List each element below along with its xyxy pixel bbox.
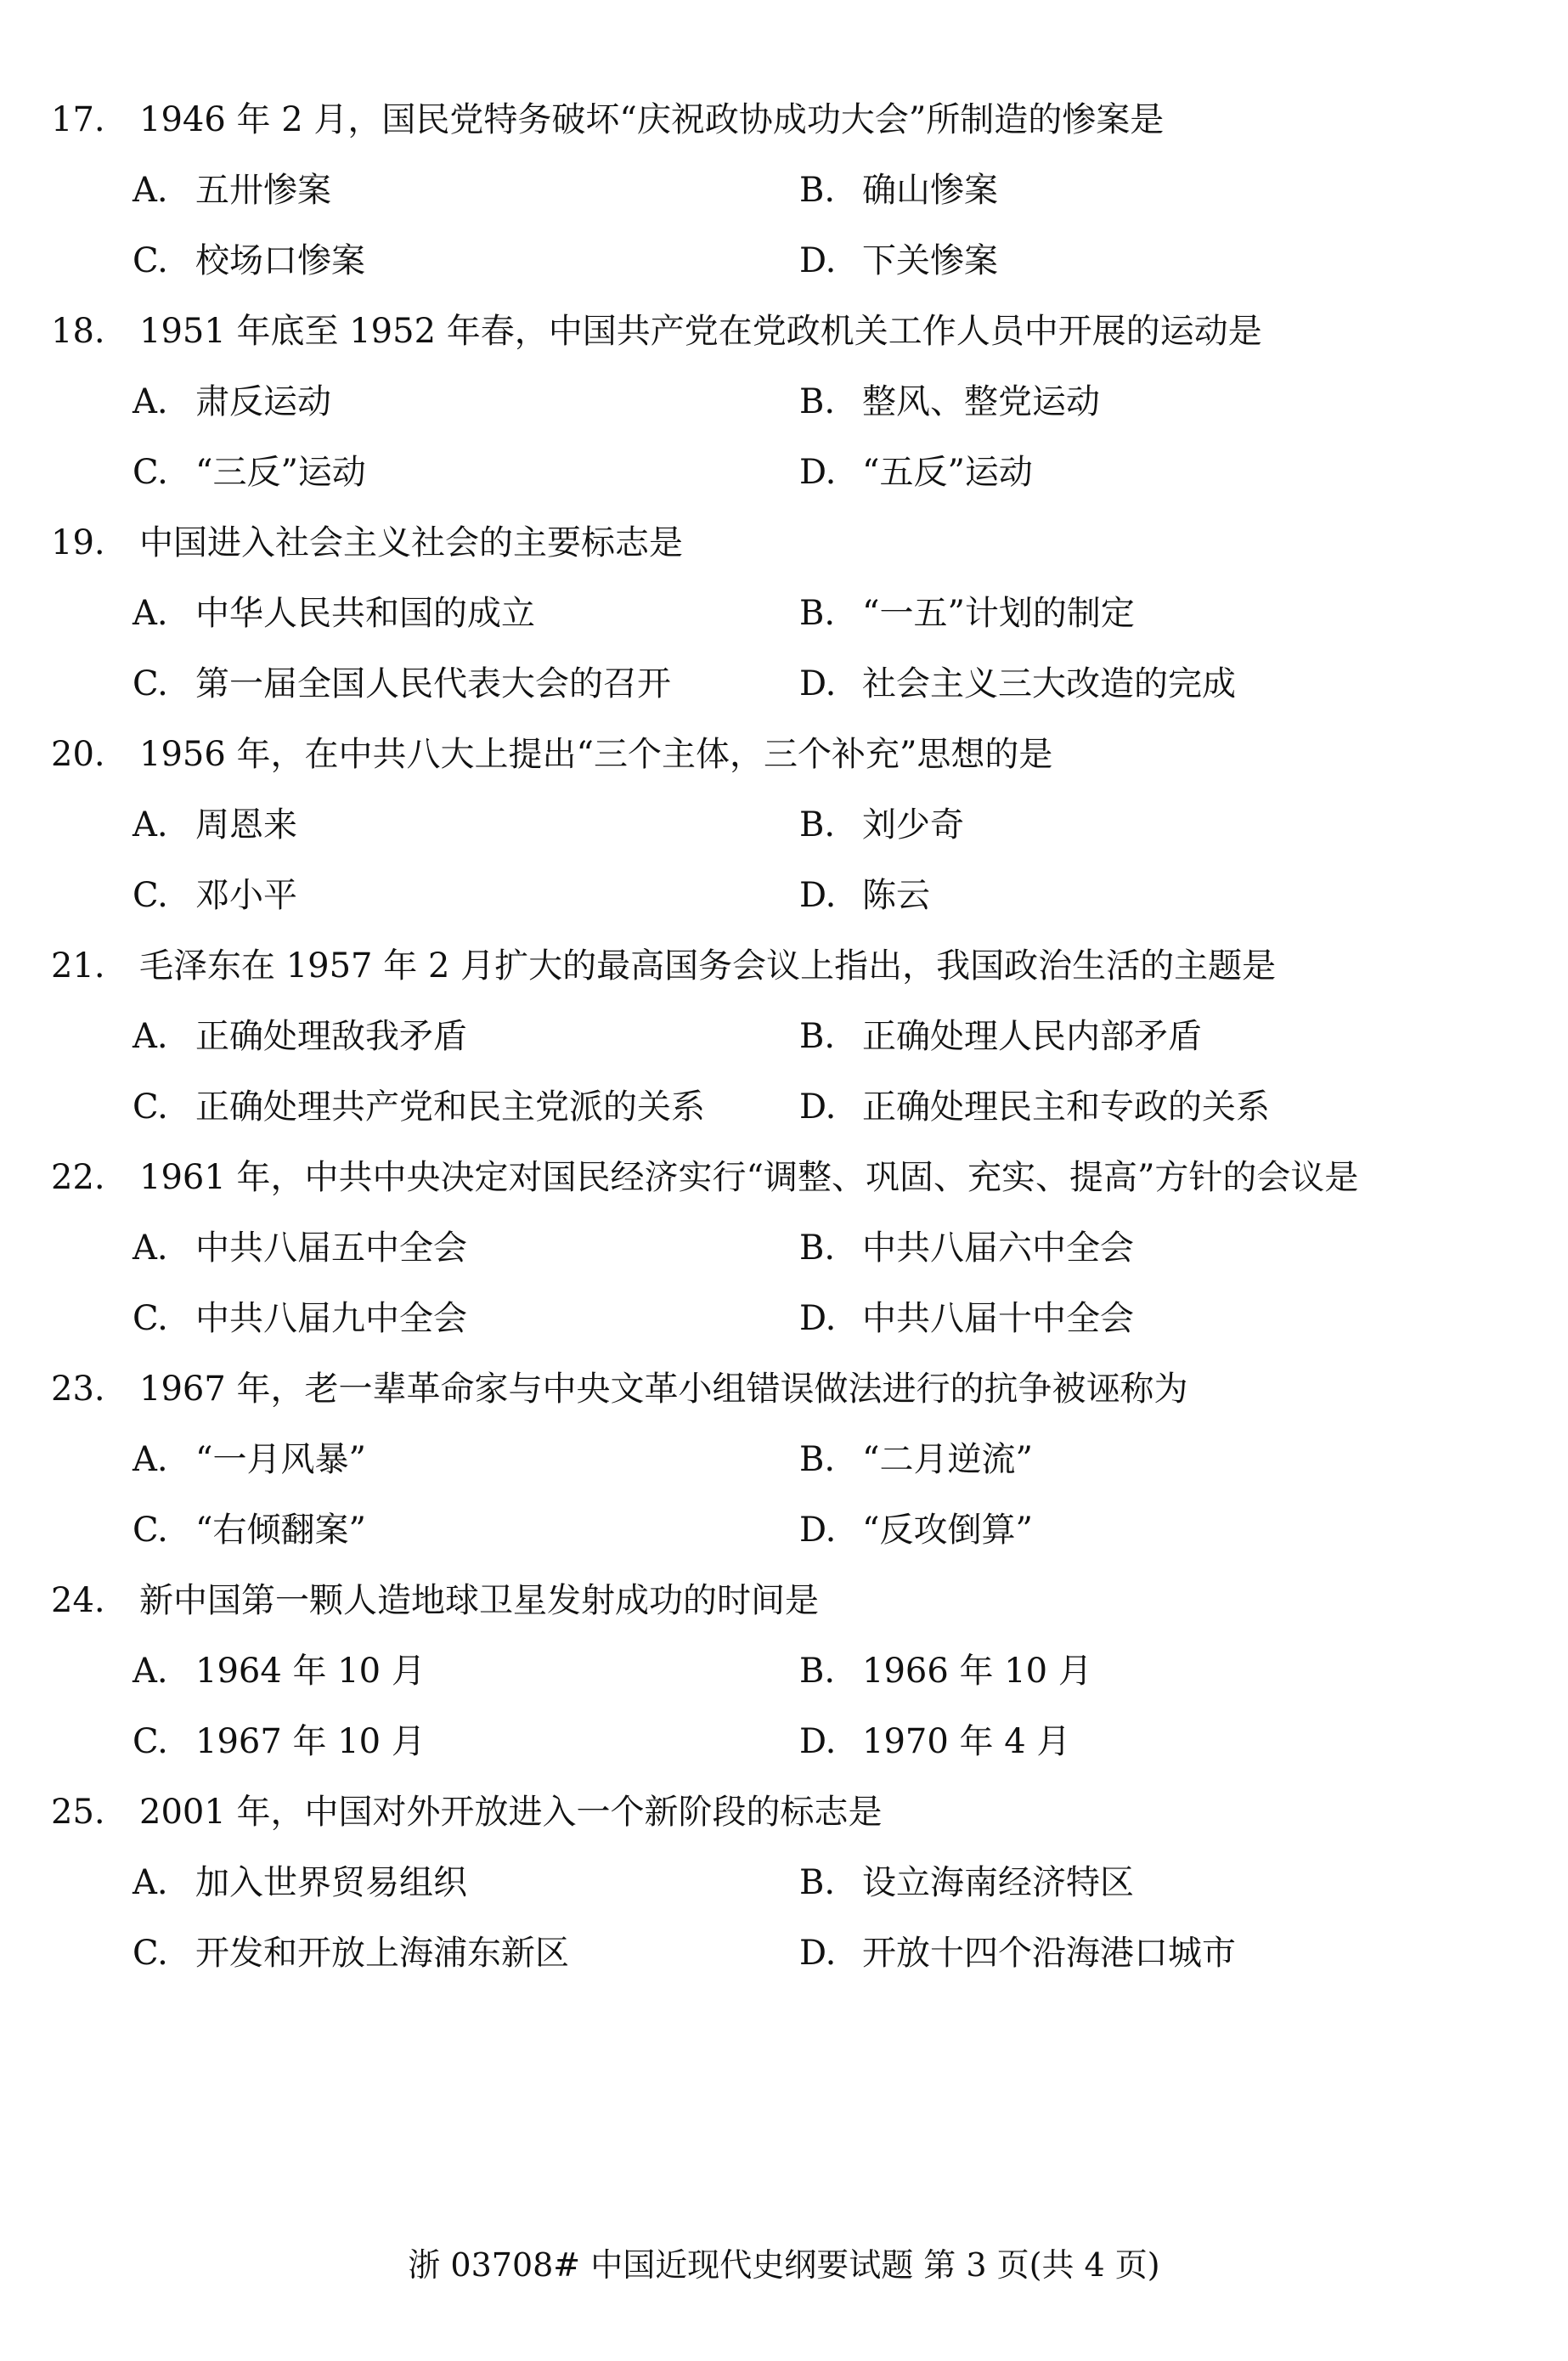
option-text: 第一届全国人民代表大会的召开 — [195, 664, 671, 703]
option-letter: D. — [799, 241, 837, 280]
option-text: 开放十四个沿海港口城市 — [862, 1934, 1236, 1973]
option-text: 开发和开放上海浦东新区 — [195, 1934, 569, 1973]
question-text: 毛泽东在 1957 年 2 月扩大的最高国务会议上指出，我国政治生活的主题是 — [139, 946, 1277, 986]
option-a — [133, 1220, 467, 1276]
option-b — [799, 1432, 1033, 1488]
option-c — [133, 1079, 705, 1135]
option-text: 整风、整党运动 — [862, 382, 1100, 421]
option-row — [133, 1291, 1512, 1361]
option-letter: B. — [799, 1017, 836, 1056]
question-text: 1946 年 2 月，国民党特务破坏“庆祝政协成功大会”所制造的惨案是 — [139, 100, 1165, 139]
question-21 — [51, 938, 1512, 1149]
question-number: 18. — [51, 312, 105, 351]
option-c — [133, 1714, 426, 1770]
option-letter: D. — [799, 1722, 837, 1761]
option-text: 中共八届九中全会 — [195, 1299, 467, 1338]
option-text: 正确处理共产党和民主党派的关系 — [195, 1087, 705, 1127]
question-options — [133, 1855, 1512, 1996]
question-number: 25. — [51, 1793, 105, 1832]
option-text: 中共八届六中全会 — [862, 1229, 1134, 1268]
question-number: 21. — [51, 946, 105, 986]
question-text: 2001 年，中国对外开放进入一个新阶段的标志是 — [139, 1793, 883, 1832]
option-a — [133, 162, 331, 218]
option-letter: C. — [133, 241, 168, 280]
question-number: 17. — [51, 100, 105, 139]
option-text: 1964 年 10 月 — [195, 1652, 426, 1691]
option-a — [133, 797, 297, 853]
option-letter: B. — [799, 382, 836, 421]
option-text: “二月逆流” — [862, 1440, 1033, 1479]
option-text: 正确处理人民内部矛盾 — [862, 1017, 1202, 1056]
option-row — [133, 233, 1512, 303]
question-stem — [51, 92, 1512, 162]
option-letter: B. — [799, 594, 836, 633]
option-row — [133, 797, 1512, 867]
question-options — [133, 1008, 1512, 1149]
option-text: 中华人民共和国的成立 — [195, 594, 535, 633]
option-letter: C. — [133, 453, 168, 492]
option-letter: A. — [133, 594, 168, 633]
question-stem — [51, 1573, 1512, 1643]
option-c — [133, 1291, 467, 1347]
question-options — [133, 585, 1512, 726]
option-d — [799, 444, 1033, 500]
question-25 — [51, 1784, 1512, 1996]
option-letter: A. — [133, 1017, 168, 1056]
option-c — [133, 444, 366, 500]
option-b — [799, 585, 1135, 641]
option-letter: C. — [133, 1299, 168, 1338]
option-letter: B. — [799, 1440, 836, 1479]
option-row — [133, 1432, 1512, 1502]
option-row — [133, 1714, 1512, 1784]
option-letter: C. — [133, 1722, 168, 1761]
question-stem — [51, 303, 1512, 374]
option-row — [133, 444, 1512, 515]
option-letter: D. — [799, 1087, 837, 1127]
question-text: 1967 年，老一辈革命家与中央文革小组错误做法进行的抗争被诬称为 — [139, 1370, 1188, 1409]
option-text: 陈云 — [862, 876, 930, 915]
option-text: 1967 年 10 月 — [195, 1722, 426, 1761]
option-d — [799, 1291, 1134, 1347]
option-letter: D. — [799, 664, 837, 703]
option-letter: C. — [133, 876, 168, 915]
option-letter: A. — [133, 805, 168, 844]
option-letter: A. — [133, 1229, 168, 1268]
option-a — [133, 1855, 467, 1911]
option-text: “三反”运动 — [195, 453, 366, 492]
option-a — [133, 374, 331, 430]
option-text: 刘少奇 — [862, 805, 964, 844]
option-text: 正确处理敌我矛盾 — [195, 1017, 467, 1056]
option-row — [133, 1855, 1512, 1925]
question-18 — [51, 303, 1512, 515]
option-text: “反攻倒算” — [862, 1511, 1033, 1550]
option-text: 1970 年 4 月 — [862, 1722, 1071, 1761]
option-text: 校场口惨案 — [195, 241, 365, 280]
question-text: 1961 年，中共中央决定对国民经济实行“调整、巩固、充实、提高”方针的会议是 — [139, 1158, 1359, 1197]
option-letter: A. — [133, 382, 168, 421]
option-letter: D. — [799, 876, 837, 915]
option-text: 1966 年 10 月 — [862, 1652, 1092, 1691]
option-text: 正确处理民主和专政的关系 — [862, 1087, 1270, 1127]
question-number: 22. — [51, 1158, 105, 1197]
question-text: 新中国第一颗人造地球卫星发射成功的时间是 — [139, 1581, 819, 1620]
option-text: “一月风暴” — [195, 1440, 366, 1479]
option-text: 下关惨案 — [862, 241, 998, 280]
question-22 — [51, 1149, 1512, 1361]
option-row — [133, 1008, 1512, 1079]
question-23 — [51, 1361, 1512, 1573]
option-b — [799, 797, 964, 853]
option-b — [799, 1643, 1092, 1699]
question-options — [133, 162, 1512, 303]
option-letter: C. — [133, 664, 168, 703]
question-options — [133, 1220, 1512, 1361]
option-letter: C. — [133, 1934, 168, 1973]
option-letter: B. — [799, 805, 836, 844]
option-d — [799, 1714, 1070, 1770]
question-text: 中国进入社会主义社会的主要标志是 — [139, 523, 683, 562]
option-row — [133, 1643, 1512, 1714]
option-letter: D. — [799, 453, 837, 492]
option-row — [133, 1079, 1512, 1149]
option-letter: B. — [799, 1652, 836, 1691]
question-stem — [51, 1784, 1512, 1855]
question-list — [51, 92, 1512, 1996]
option-text: “五反”运动 — [862, 453, 1033, 492]
option-letter: B. — [799, 1863, 836, 1902]
option-c — [133, 1925, 569, 1981]
question-options — [133, 374, 1512, 515]
question-stem — [51, 515, 1512, 585]
option-c — [133, 867, 297, 924]
option-row — [133, 162, 1512, 233]
option-letter: D. — [799, 1934, 837, 1973]
question-19 — [51, 515, 1512, 726]
question-stem — [51, 938, 1512, 1008]
option-text: 五卅惨案 — [195, 171, 331, 210]
option-text: 邓小平 — [195, 876, 297, 915]
option-row — [133, 656, 1512, 726]
option-b — [799, 1855, 1134, 1911]
question-stem — [51, 1149, 1512, 1220]
option-letter: D. — [799, 1299, 837, 1338]
option-text: 确山惨案 — [862, 171, 998, 210]
question-24 — [51, 1573, 1512, 1784]
option-d — [799, 1502, 1033, 1558]
question-number: 20. — [51, 735, 105, 774]
page-footer: 浙 03708# 中国近现代史纲要试题 第 3 页(共 4 页) — [408, 2246, 1160, 2284]
option-text: “一五”计划的制定 — [862, 594, 1135, 633]
option-d — [799, 1925, 1236, 1981]
option-letter: A. — [133, 1440, 168, 1479]
option-c — [133, 656, 671, 712]
option-d — [799, 656, 1236, 712]
option-letter: A. — [133, 171, 168, 210]
question-options — [133, 1643, 1512, 1784]
question-text: 1951 年底至 1952 年春，中国共产党在党政机关工作人员中开展的运动是 — [139, 312, 1262, 351]
option-c — [133, 233, 365, 289]
question-stem — [51, 1361, 1512, 1432]
question-options — [133, 1432, 1512, 1573]
option-letter: C. — [133, 1087, 168, 1127]
question-options — [133, 797, 1512, 938]
option-letter: A. — [133, 1863, 168, 1902]
option-text: 加入世界贸易组织 — [195, 1863, 467, 1902]
option-b — [799, 1008, 1202, 1065]
option-letter: C. — [133, 1511, 168, 1550]
option-row — [133, 1220, 1512, 1291]
option-d — [799, 1079, 1270, 1135]
option-a — [133, 585, 535, 641]
option-letter: B. — [799, 171, 836, 210]
question-number: 23. — [51, 1370, 105, 1409]
option-letter: A. — [133, 1652, 168, 1691]
question-20 — [51, 726, 1512, 938]
option-a — [133, 1643, 426, 1699]
option-d — [799, 867, 930, 924]
option-text: 肃反运动 — [195, 382, 331, 421]
option-text: 中共八届五中全会 — [195, 1229, 467, 1268]
option-b — [799, 1220, 1134, 1276]
option-b — [799, 162, 998, 218]
question-stem — [51, 726, 1512, 797]
option-text: 社会主义三大改造的完成 — [862, 664, 1236, 703]
option-letter: B. — [799, 1229, 836, 1268]
question-number: 24. — [51, 1581, 105, 1620]
option-c — [133, 1502, 366, 1558]
option-b — [799, 374, 1100, 430]
option-text: 中共八届十中全会 — [862, 1299, 1134, 1338]
option-row — [133, 1502, 1512, 1573]
option-d — [799, 233, 998, 289]
question-number: 19. — [51, 523, 105, 562]
option-a — [133, 1008, 467, 1065]
option-letter: D. — [799, 1511, 837, 1550]
option-text: 周恩来 — [195, 805, 297, 844]
option-row — [133, 867, 1512, 938]
question-text: 1956 年，在中共八大上提出“三个主体，三个补充”思想的是 — [139, 735, 1053, 774]
option-a — [133, 1432, 366, 1488]
option-text: 设立海南经济特区 — [862, 1863, 1134, 1902]
option-text: “右倾翻案” — [195, 1511, 366, 1550]
option-row — [133, 585, 1512, 656]
option-row — [133, 1925, 1512, 1996]
question-17 — [51, 92, 1512, 303]
option-row — [133, 374, 1512, 444]
